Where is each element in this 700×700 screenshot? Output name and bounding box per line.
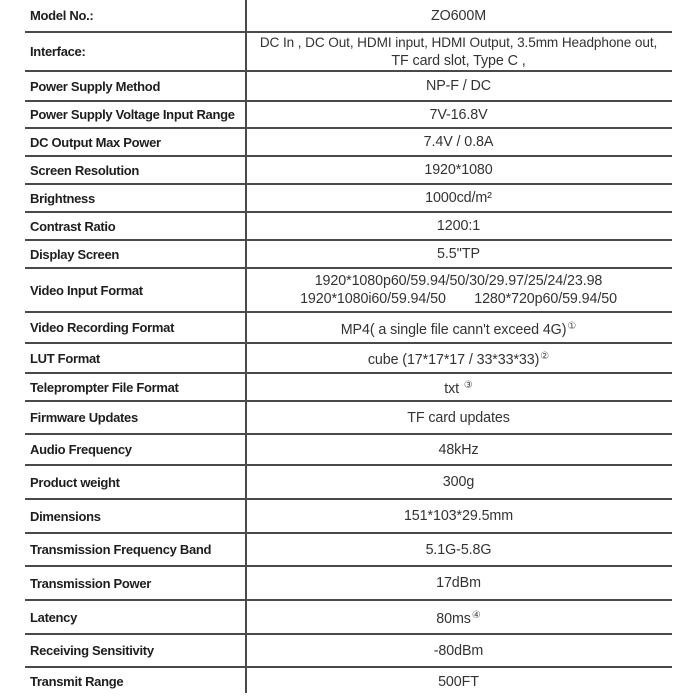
spec-value [245, 668, 672, 695]
spec-label: Video Recording Format [30, 320, 175, 335]
footnote-marker: ④ [471, 610, 481, 622]
spec-value-line [438, 673, 479, 691]
spec-value-text: 500FT [438, 673, 479, 690]
spec-value [245, 435, 672, 464]
spec-value-text: 1920*1080 [424, 162, 493, 178]
spec-value-text: TF card slot, Type C , [391, 52, 526, 69]
spec-label: Power Supply Method [30, 78, 161, 94]
spec-value-line [436, 606, 480, 628]
spec-value-text: 17dBm [436, 575, 481, 591]
spec-value-text: txt [444, 380, 463, 397]
table-row [25, 374, 672, 402]
spec-value [245, 313, 672, 342]
spec-value-line [434, 642, 483, 660]
spec-value-line [437, 217, 480, 235]
spec-value [245, 402, 672, 433]
spec-value-line [391, 52, 525, 70]
spec-value [245, 72, 672, 100]
spec-value [245, 500, 672, 532]
spec-value [245, 466, 672, 498]
spec-label: Dimensions [30, 508, 101, 524]
spec-value-line [407, 409, 510, 427]
spec-value-line [425, 189, 492, 207]
spec-value-line [438, 441, 478, 459]
table-row [25, 466, 672, 500]
spec-value-text: TF card updates [407, 409, 510, 426]
table-row [25, 72, 672, 102]
spec-value-line [368, 347, 549, 369]
spec-value-text: -80dBm [433, 642, 484, 659]
table-row [25, 157, 672, 185]
spec-value-text: 300g [442, 474, 475, 490]
spec-value-line [426, 77, 491, 95]
table-row [25, 313, 672, 344]
spec-value-text: cube (17*17*17 / 33*33*33) [367, 351, 540, 368]
spec-value-text: MP4( a single file cann't exceed 4G) [340, 321, 567, 338]
spec-value [245, 567, 672, 599]
spec-value-text: 7.4V / 0.8A [423, 134, 494, 150]
spec-label: LUT Format [30, 350, 100, 366]
spec-value [245, 102, 672, 127]
table-row [25, 635, 672, 668]
spec-value-line [436, 574, 481, 592]
table-row [25, 129, 672, 157]
spec-label: Brightness [30, 190, 95, 206]
footnote-marker: ① [567, 320, 577, 332]
table-row [25, 102, 672, 129]
table-row [25, 33, 672, 72]
spec-value-text: 5.1G-5.8G [425, 541, 492, 558]
spec-label: Video Input Format [30, 282, 143, 298]
spec-value-text: 1920*1080i60/59.94/50 1280*720p60/59.94/50 [300, 291, 617, 307]
spec-value [245, 344, 672, 372]
spec-label: Receiving Sensitivity [30, 643, 154, 658]
spec-value-line [426, 541, 492, 559]
spec-value [245, 33, 672, 70]
spec-value [245, 241, 672, 267]
spec-value [245, 534, 672, 565]
spec-label: Transmit Range [30, 674, 124, 689]
spec-value-text: 151*103*29.5mm [403, 508, 514, 524]
table-row [25, 601, 672, 635]
spec-value-line [429, 106, 487, 124]
table-row [25, 344, 672, 374]
spec-value-text: DC In , DC Out, HDMI input, HDMI Output, 3.5mm Headphone out, [259, 34, 658, 50]
spec-value-line [300, 290, 617, 308]
spec-value-line [315, 272, 603, 290]
spec-label: Transmission Power [30, 575, 152, 591]
spec-value-line [260, 34, 657, 52]
table-row [25, 0, 672, 33]
spec-value-text: 1920*1080p60/59.94/50/30/29.97/25/24/23.98 [314, 273, 603, 289]
spec-label: Power Supply Voltage Input Range [30, 107, 235, 122]
spec-label: Display Screen [30, 246, 120, 262]
spec-value-text: 48kHz [438, 441, 479, 458]
spec-label: Transmission Frequency Band [30, 542, 212, 557]
spec-table [25, 0, 672, 695]
spec-value-line [341, 317, 577, 339]
spec-value [245, 269, 672, 311]
spec-value [245, 601, 672, 633]
spec-value-line [444, 376, 473, 398]
spec-label: Latency [30, 609, 78, 625]
spec-value-text: 5.5''TP [437, 246, 480, 262]
spec-value-text: 1200:1 [436, 218, 481, 234]
spec-value-text: ZO600M [430, 7, 487, 24]
spec-label: Contrast Ratio [30, 218, 116, 234]
spec-label: Interface: [30, 44, 86, 59]
spec-value-line [443, 473, 474, 491]
spec-label: Model No.: [30, 8, 94, 23]
spec-value [245, 213, 672, 239]
spec-label: DC Output Max Power [30, 134, 161, 150]
spec-value-text: 80ms [436, 610, 471, 627]
table-row [25, 402, 672, 435]
spec-value [245, 374, 672, 400]
table-row [25, 269, 672, 313]
table-row [25, 241, 672, 269]
spec-value-line [424, 133, 494, 151]
spec-value-text: NP-F / DC [425, 78, 492, 94]
footnote-marker: ② [540, 351, 550, 363]
spec-value-line [431, 7, 486, 25]
spec-value-line [424, 161, 492, 179]
spec-value-text: 7V-16.8V [429, 106, 488, 123]
spec-value [245, 185, 672, 211]
table-row [25, 668, 672, 695]
spec-value [245, 129, 672, 155]
table-row [25, 500, 672, 534]
spec-value-text: 1000cd/m² [425, 190, 492, 206]
table-row [25, 213, 672, 241]
table-row [25, 567, 672, 601]
spec-label: Firmware Updates [30, 410, 138, 425]
spec-value [245, 635, 672, 666]
table-row [25, 435, 672, 466]
spec-value [245, 0, 672, 31]
spec-label: Product weight [30, 474, 120, 490]
footnote-marker: ③ [463, 380, 473, 392]
spec-label: Audio Frequency [30, 442, 132, 457]
column-divider [245, 0, 247, 693]
table-row [25, 185, 672, 213]
spec-value [245, 157, 672, 183]
spec-value-line [404, 507, 513, 525]
spec-value-line [437, 245, 480, 263]
table-row [25, 534, 672, 567]
spec-label: Screen Resolution [30, 162, 140, 178]
spec-label: Teleprompter File Format [30, 379, 179, 395]
